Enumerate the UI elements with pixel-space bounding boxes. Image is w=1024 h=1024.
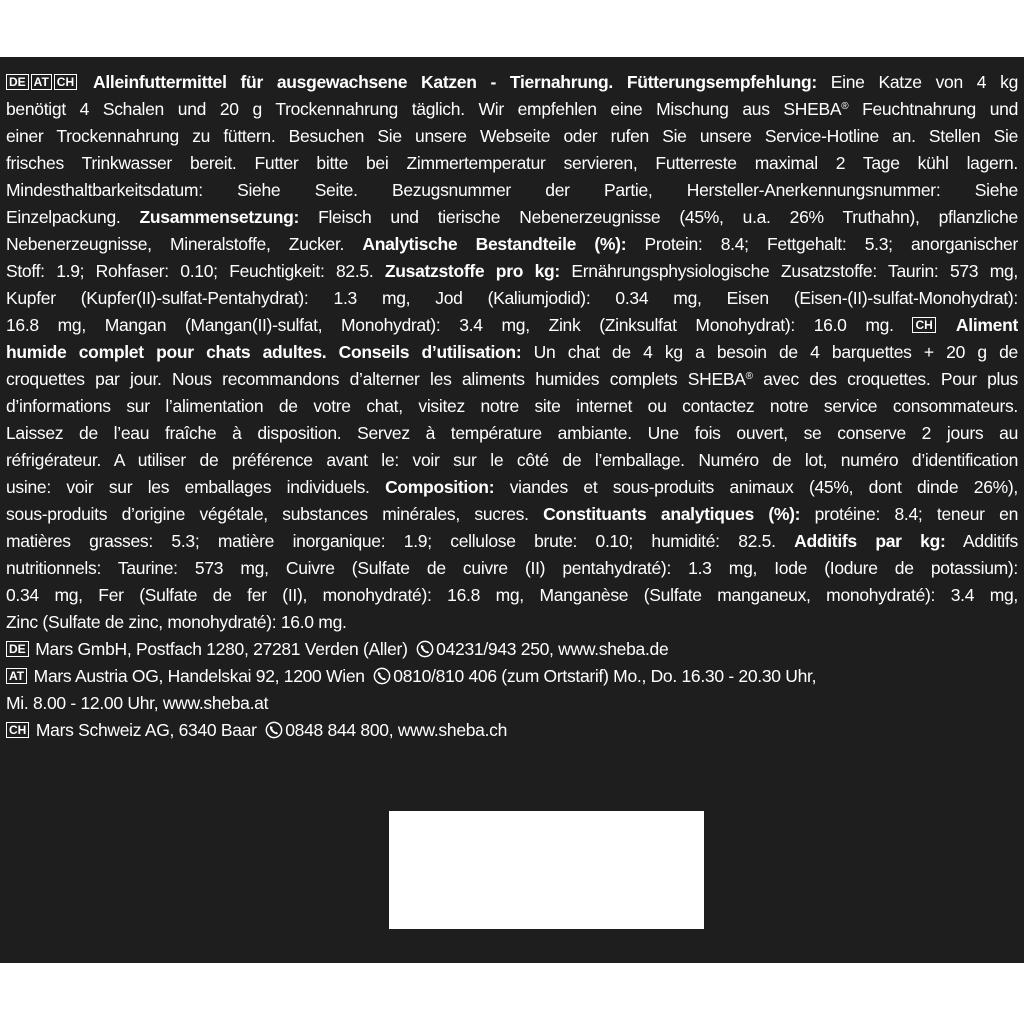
body-text: Fleisch und tierische Nebenerzeugnisse (45%, u.a. 26% Truthahn), pflanzliche	[299, 207, 1018, 227]
text-line	[6, 420, 1018, 447]
bold-heading-text: Analytische Bestandteile (%):	[362, 234, 627, 254]
contact-at-line	[6, 663, 1018, 690]
text-line	[6, 474, 1018, 501]
text-line	[6, 447, 1018, 474]
country-code-de: DE	[6, 641, 29, 657]
body-text: Mars Schweiz AG, 6340 Baar	[31, 720, 262, 740]
bold-heading-text: Zusammensetzung:	[139, 207, 300, 227]
body-text: Kupfer (Kupfer(II)-sulfat-Pentahydrat): 1.3 mg, Jod (Kaliumjodid): 0.34 mg, Eisen (Eisen-(II)-sulfat-Monohydrat):	[6, 288, 1018, 308]
text-line	[6, 501, 1018, 528]
country-code-ch: CH	[912, 317, 935, 333]
text-line	[6, 312, 1018, 339]
body-text: d’informations sur l’alimentation de votre chat, visitez notre site internet ou contactez notre service consommateurs.	[6, 396, 1018, 416]
body-text: sous-produits d’origine végétale, substances minérales, sucres.	[6, 504, 544, 524]
body-text: 0848 844 800, www.sheba.ch	[285, 720, 508, 740]
body-text: Stoff: 1.9; Rohfaser: 0.10; Feuchtigkeit: 82.5.	[6, 261, 385, 281]
body-text: avec des croquettes. Pour plus	[752, 369, 1018, 389]
text-line	[6, 393, 1018, 420]
text-line	[6, 258, 1018, 285]
body-text: usine: voir sur les emballages individuels.	[6, 477, 386, 497]
body-text: nutritionnels: Taurine: 573 mg, Cuivre (Sulfate de cuivre (II) pentahydraté): 1.3 mg, Iode (Iodure de potassium):	[6, 558, 1018, 578]
blank-white-label-box	[389, 811, 704, 929]
body-text: matières grasses: 5.3; matière inorganique: 1.9; cellulose brute: 0.10; humidité: 82.5.	[6, 531, 795, 551]
body-text: Feuchtnahrung und	[848, 99, 1018, 119]
country-code-at: AT	[6, 668, 27, 684]
country-code-at: AT	[31, 74, 52, 90]
bold-heading-text: Aliment	[937, 315, 1018, 335]
body-text: Eine Katze von 4 kg	[816, 72, 1018, 92]
text-line	[6, 96, 1018, 123]
body-text: Laissez de l’eau fraîche à disposition. Servez à température ambiante. Une fois ouvert, se conserve 2 jours au	[6, 423, 1018, 443]
body-text: benötigt 4 Schalen und 20 g Trockennahrung täglich. Wir empfehlen eine Mischung aus SHEBA	[6, 99, 842, 119]
language-codes-line	[6, 69, 1018, 96]
text-line	[6, 609, 1018, 636]
body-text: protéine: 8.4; teneur en	[800, 504, 1018, 524]
body-text: 16.8 mg, Mangan (Mangan(II)-sulfat, Monohydrat): 3.4 mg, Zink (Zinksulfat Monohydrat): 16.0 mg.	[6, 315, 913, 335]
bold-heading-text: humide complet pour chats adultes. Conseils d’utilisation:	[6, 342, 522, 362]
country-code-ch: CH	[54, 74, 77, 90]
phone-icon	[265, 721, 283, 739]
text-line	[6, 177, 1018, 204]
body-text: 04231/943 250, www.sheba.de	[436, 639, 669, 659]
body-text: Zinc (Sulfate de zinc, monohydraté): 16.0 mg.	[6, 612, 347, 632]
body-text: Mindesthaltbarkeitsdatum: Siehe Seite. Bezugsnummer der Partie, Hersteller-Anerkennungsnummer: Siehe	[6, 180, 1018, 200]
text-line	[6, 204, 1018, 231]
body-text: einer Trockennahrung zu füttern. Besuchen Sie unsere Webseite oder rufen Sie unsere Service-Hotline an. Stellen Sie	[6, 126, 1018, 146]
bold-heading-text: Composition:	[385, 477, 495, 497]
body-text: frisches Trinkwasser bereit. Futter bitte bei Zimmertemperatur servieren, Futterreste maximal 2 Tage kühl lagern.	[6, 153, 1018, 173]
registered-mark: ®	[841, 101, 849, 112]
country-code-ch: CH	[6, 722, 29, 738]
phone-icon	[373, 667, 391, 685]
contact-ch-line	[6, 717, 1018, 744]
body-text: Ernährungsphysiologische Zusatzstoffe: Taurin: 573 mg,	[559, 261, 1018, 281]
country-code-de: DE	[6, 74, 29, 90]
body-text: Mi. 8.00 - 12.00 Uhr, www.sheba.at	[6, 693, 269, 713]
ingredients-text-block	[6, 69, 1018, 744]
bold-heading-text: Constituants analytiques (%):	[543, 504, 801, 524]
body-text: Un chat de 4 kg a besoin de 4 barquettes + 20 g de	[521, 342, 1018, 362]
text-line	[6, 123, 1018, 150]
bold-heading-text: Zusatzstoffe pro kg:	[384, 261, 560, 281]
text-line	[6, 339, 1018, 366]
body-text: croquettes par jour. Nous recommandons d’alterner les aliments humides complets SHEBA	[6, 369, 746, 389]
contact-at-line	[6, 690, 1018, 717]
body-text: Additifs	[945, 531, 1018, 551]
text-line	[6, 285, 1018, 312]
phone-icon	[416, 640, 434, 658]
text-line	[6, 366, 1018, 393]
registered-mark: ®	[745, 371, 753, 382]
text-line	[6, 231, 1018, 258]
label-panel	[0, 57, 1024, 963]
body-text: viandes et sous-produits animaux (45%, dont dinde 26%),	[494, 477, 1018, 497]
body-text: 0810/810 406 (zum Ortstarif) Mo., Do. 16.30 - 20.30 Uhr,	[393, 666, 817, 686]
body-text: Mars GmbH, Postfach 1280, 27281 Verden (Aller)	[30, 639, 413, 659]
contact-de-line	[6, 636, 1018, 663]
bold-heading-text: Additifs par kg:	[794, 531, 946, 551]
body-text: Nebenerzeugnisse, Mineralstoffe, Zucker.	[6, 234, 363, 254]
bold-heading-text: Alleinfuttermittel für ausgewachsene Katzen - Tiernahrung. Fütterungsempfehlung:	[93, 72, 817, 92]
body-text: 0.34 mg, Fer (Sulfate de fer (II), monohydraté): 16.8 mg, Manganèse (Sulfate manganeux, monohydraté): 3.4 mg,	[6, 585, 1018, 605]
body-text: réfrigérateur. A utiliser de préférence avant le: voir sur le côté de l’emballage. Numéro de lot, numéro d’identification	[6, 450, 1018, 470]
text-line	[6, 528, 1018, 555]
body-text: Mars Austria OG, Handelskai 92, 1200 Wien	[29, 666, 370, 686]
text-line	[6, 582, 1018, 609]
body-text: Einzelpackung.	[6, 207, 140, 227]
text-line	[6, 555, 1018, 582]
text-line	[6, 150, 1018, 177]
body-text: Protein: 8.4; Fettgehalt: 5.3; anorganischer	[626, 234, 1018, 254]
